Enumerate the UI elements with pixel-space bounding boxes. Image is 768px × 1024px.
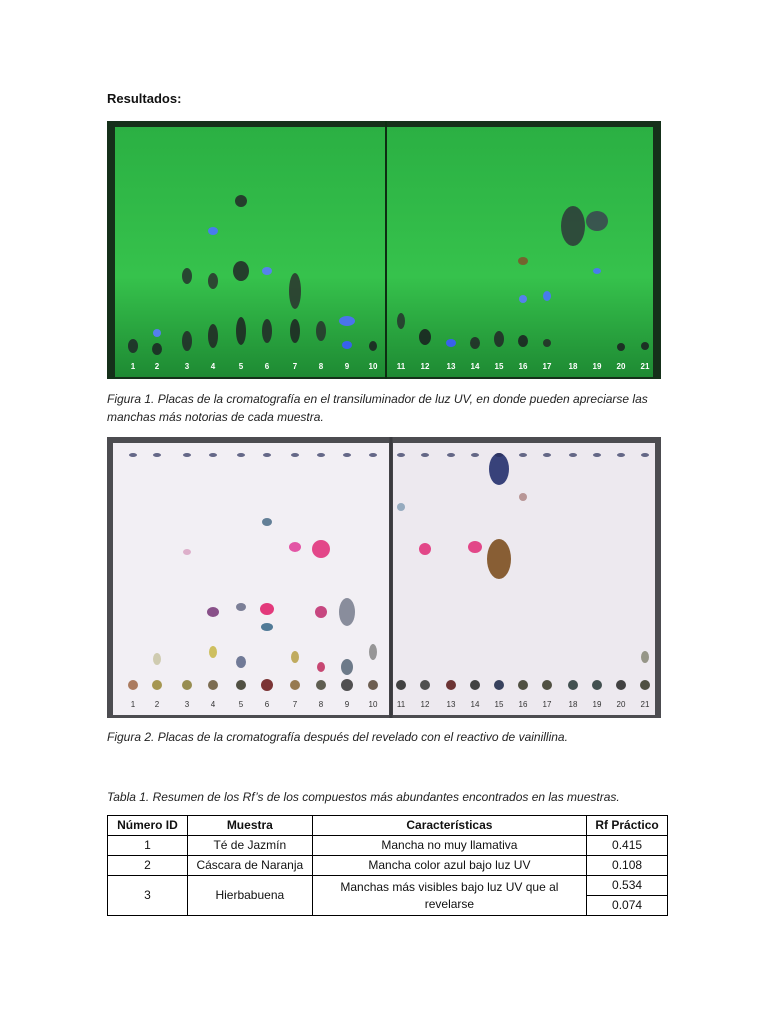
cell-rf: 0.534 [587,876,668,896]
uv-chromatography-photo [107,121,661,379]
uv-spot [397,313,405,329]
uv-spot [182,331,192,351]
cell-rf: 0.108 [587,856,668,876]
figure1-caption: Figura 1. Placas de la cromatografía en el transiluminador de luz UV, en donde pueden apreciarse las manchas más notorias de cada muestra. [107,392,648,424]
vanillin-spot [542,680,552,690]
cell-caracteristicas: Mancha color azul bajo luz UV [312,856,586,876]
uv-spot [518,335,528,347]
cell-caracteristicas: Mancha no muy llamativa [312,836,586,856]
vanillin-chromatography-photo [107,437,661,718]
lane-label: 20 [616,700,626,709]
cell-muestra: Té de Jazmín [187,836,312,856]
lane-label: 18 [568,362,578,371]
cell-muestra: Hierbabuena [187,876,312,916]
lane-label: 20 [616,362,626,371]
solvent-front-mark [421,453,429,457]
vanillin-spot [128,680,138,690]
lane-label: 16 [518,362,528,371]
solvent-front-mark [183,453,191,457]
solvent-front-mark [447,453,455,457]
lane-label: 14 [470,700,480,709]
uv-spot [208,273,218,289]
uv-spot [617,343,625,351]
vanillin-spot [339,598,355,626]
vanillin-plates-svg [107,437,661,718]
uv-spot [262,267,272,275]
lane-label: 16 [518,700,528,709]
vanillin-spot [182,680,192,690]
vanillin-spot [468,541,482,553]
vanillin-spot [341,659,353,675]
uv-spot [153,329,161,337]
vanillin-spot [291,651,299,663]
table-caption: Tabla 1. Resumen de los Rf’s de los compuestos más abundantes encontrados en las muestras. [107,790,620,804]
uv-spot [208,227,218,235]
vanillin-spot [518,680,528,690]
uv-spot [470,337,480,349]
uv-spot [290,319,300,343]
solvent-front-mark [543,453,551,457]
solvent-front-mark [519,453,527,457]
solvent-front-mark [495,453,503,457]
vanillin-spot [289,542,301,552]
solvent-front-mark [569,453,577,457]
lane-label: 1 [130,700,136,709]
uv-plate-left [115,127,385,377]
table-row [108,836,668,856]
vanillin-spot [262,518,272,526]
lane-label: 11 [396,700,406,709]
vanillin-spot [207,607,219,617]
vanillin-spot [316,680,326,690]
uv-spot [233,261,249,281]
vanillin-spot [396,680,406,690]
lane-label: 15 [494,362,504,371]
uv-spot [235,195,247,207]
table-row [108,876,668,896]
vanillin-spot [312,540,330,558]
uv-spot [419,329,431,345]
lane-label: 5 [238,362,244,371]
cell-rf: 0.074 [587,896,668,916]
lane-label: 12 [420,700,430,709]
lane-label: 5 [238,700,244,709]
table-header-row [108,816,668,836]
uv-spot [446,339,456,347]
lane-label: 1 [130,362,136,371]
uv-spot [208,324,218,348]
lane-label: 8 [318,362,324,371]
vanillin-spot [419,543,431,555]
lane-label: 6 [264,362,270,371]
rf-summary-table [107,815,668,916]
vanillin-spot [487,539,511,579]
solvent-front-mark [129,453,137,457]
uv-spot [519,295,527,303]
lane-label: 11 [396,362,406,371]
solvent-front-mark [237,453,245,457]
cell-id: 3 [108,876,188,916]
vanillin-spot [489,453,509,485]
vanillin-spot [261,679,273,691]
lane-label: 10 [368,362,378,371]
vanillin-spot [290,680,300,690]
lane-label: 8 [318,700,324,709]
vanillin-spot [236,656,246,668]
lane-label: 17 [542,362,552,371]
lane-label: 15 [494,700,504,709]
lane-label: 2 [154,700,160,709]
vanillin-spot [519,493,527,501]
vanillin-spot [397,503,405,511]
vanillin-spot [183,549,191,555]
vanillin-spot [208,680,218,690]
uv-spot [342,341,352,349]
figure2-caption: Figura 2. Placas de la cromatografía después del revelado con el reactivo de vainillina. [107,730,568,744]
uv-spot [586,211,608,231]
vanillin-spot [641,651,649,663]
solvent-front-mark [317,453,325,457]
vanillin-spot [261,623,273,631]
vanillin-spot [446,680,456,690]
uv-spot [152,343,162,355]
table-row [108,856,668,876]
solvent-front-mark [291,453,299,457]
vanillin-spot [368,680,378,690]
vanillin-spot [420,680,430,690]
uv-plates-svg [107,121,661,379]
vanillin-spot [152,680,162,690]
solvent-front-mark [397,453,405,457]
lane-label: 2 [154,362,160,371]
header-rf: Rf Práctico [587,816,668,836]
lane-label: 6 [264,700,270,709]
vanillin-spot [236,603,246,611]
vanillin-spot [317,662,325,672]
cell-id: 2 [108,856,188,876]
uv-spot [494,331,504,347]
lane-label: 3 [184,362,190,371]
uv-spot [128,339,138,353]
cell-rf: 0.415 [587,836,668,856]
solvent-front-mark [153,453,161,457]
solvent-front-mark [263,453,271,457]
lane-label: 13 [446,700,456,709]
solvent-front-mark [343,453,351,457]
vanillin-spot [369,644,377,660]
solvent-front-mark [209,453,217,457]
lane-label: 4 [210,362,216,371]
vanillin-spot [153,653,161,665]
uv-spot [182,268,192,284]
lane-label: 12 [420,362,430,371]
lane-label: 21 [640,362,650,371]
uv-spot [543,291,551,301]
header-id: Número ID [108,816,188,836]
uv-spot [339,316,355,326]
uv-spot [518,257,528,265]
header-muestra: Muestra [187,816,312,836]
vanillin-spot [470,680,480,690]
vanillin-spot [592,680,602,690]
cell-caracteristicas: Manchas más visibles bajo luz UV que al revelarse [312,876,586,916]
uv-spot [593,268,601,274]
cell-id: 1 [108,836,188,856]
lane-label: 7 [292,700,298,709]
vanillin-spot [616,680,626,690]
lane-label: 9 [344,700,350,709]
lane-label: 4 [210,700,216,709]
vanillin-spot [568,680,578,690]
vanillin-spot [260,603,274,615]
uv-spot [561,206,585,246]
lane-label: 14 [470,362,480,371]
vanillin-spot [640,680,650,690]
uv-spot [289,273,301,309]
lane-label: 9 [344,362,350,371]
lane-label: 18 [568,700,578,709]
vanillin-spot [341,679,353,691]
lane-label: 10 [368,700,378,709]
uv-spot [316,321,326,341]
vanillin-spot [209,646,217,658]
solvent-front-mark [593,453,601,457]
vanillin-spot [315,606,327,618]
uv-spot [641,342,649,350]
solvent-front-mark [617,453,625,457]
solvent-front-mark [369,453,377,457]
lane-label: 17 [542,700,552,709]
solvent-front-mark [641,453,649,457]
lane-label: 7 [292,362,298,371]
uv-spot [369,341,377,351]
lane-label: 13 [446,362,456,371]
lane-label: 19 [592,700,602,709]
solvent-front-mark [471,453,479,457]
lane-label: 21 [640,700,650,709]
vanillin-spot [494,680,504,690]
lane-label: 19 [592,362,602,371]
results-heading: Resultados: [107,91,182,106]
vanillin-plate-right [393,443,655,715]
cell-muestra: Cáscara de Naranja [187,856,312,876]
lane-label: 3 [184,700,190,709]
uv-spot [543,339,551,347]
header-caracteristicas: Características [312,816,586,836]
uv-spot [236,317,246,345]
vanillin-spot [236,680,246,690]
uv-spot [262,319,272,343]
